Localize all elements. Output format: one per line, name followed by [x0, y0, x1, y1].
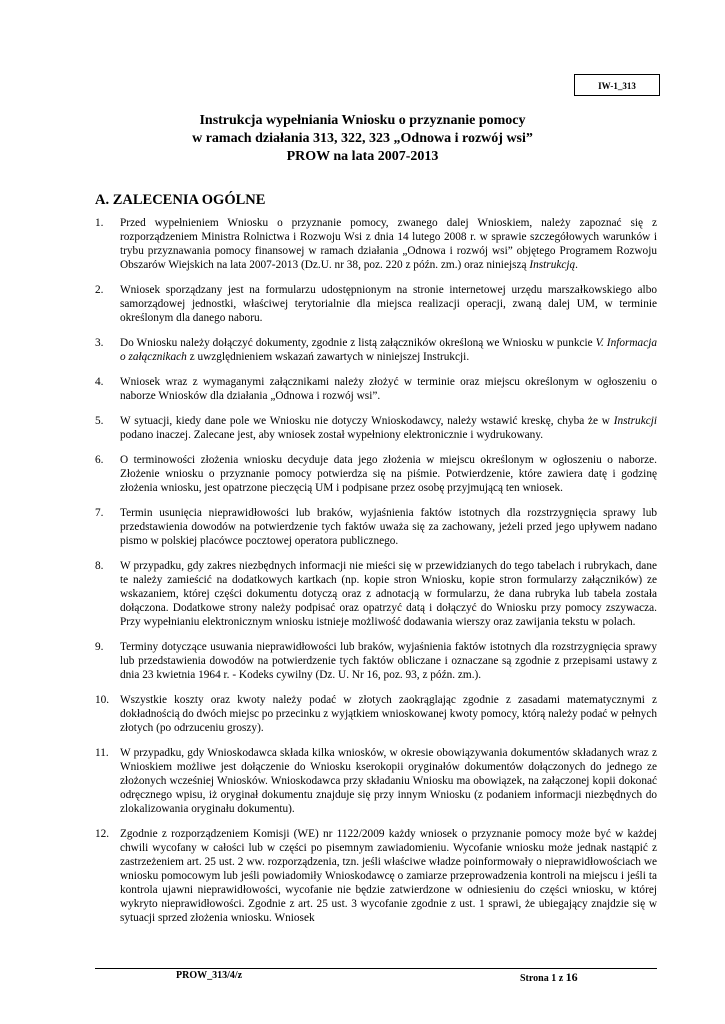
footer-divider — [95, 968, 657, 969]
list-item-text — [120, 747, 657, 815]
text-fragment: z uwzględnieniem wskazań zawartych w niniejszej Instrukcji. — [186, 351, 470, 363]
section-heading: A. ZALECENIA OGÓLNE — [95, 192, 266, 208]
text-fragment: Do Wniosku należy dołączyć dokumenty, zgodnie z listą załączników określoną we Wniosku w punkcie — [120, 337, 596, 349]
list-item-text — [120, 415, 657, 441]
footer-page-number — [520, 970, 578, 985]
italic-text: Instrukcją — [529, 259, 576, 271]
list-item-number: 12. — [95, 828, 110, 840]
list-item-text — [120, 694, 657, 734]
list-item — [95, 375, 657, 403]
list-item-number: 9. — [95, 641, 104, 653]
document-code-box: IW-1_313 — [574, 74, 660, 96]
list-item-text — [120, 641, 657, 681]
text-fragment: O terminowości złożenia wniosku decyduje data jego złożenia w miejscu określonym w ogłoszeniu o naborze. Złożenie wniosku o przyznanie pomocy potwierdza się na piśmie. Potwierdzenie, które zawiera datę i godzinę złożenia wniosku, jest opatrzone pieczęcią UM i podpisane przez osobę przyjmującą ten wniosek. — [120, 454, 657, 494]
italic-text: Instrukcji — [613, 415, 657, 427]
text-fragment: W przypadku, gdy Wnioskodawca składa kilka wniosków, w okresie obowiązywania dokumentów składanych wraz z Wnioskiem możliwe jest dołączenie do Wniosku kserokopii oryginałów dokumentów dołączonych do jednego ze złożonych wcześniej Wniosków. Wnioskodawca przy składaniu Wniosku ma obowiązek, na załączonej kopii dokonać odręcznego wpisu, iż oryginał dokumentu znajduje się przy innym Wniosku (z podaniem informacji niezbędnych do zlokalizowania oryginału dokumentu). — [120, 747, 657, 815]
list-item-text — [120, 337, 657, 363]
title-line-3: PROW na lata 2007-2013 — [286, 149, 439, 164]
list-item — [95, 283, 657, 325]
italic-text: V. Informacja o załącznikach — [120, 337, 658, 363]
list-item — [95, 453, 657, 495]
list-item-text — [120, 507, 657, 547]
text-fragment: Wniosek sporządzany jest na formularzu udostępnionym na stronie internetowej urzędu marszałkowskiego albo samorządowej jednostki, właściwej terytorialnie dla miejsca realizacji operacji, zwaną dalej UM, w terminie określonym dla danego naboru. — [120, 284, 657, 324]
list-item-number: 10. — [95, 694, 110, 706]
list-item-number: 2. — [95, 284, 104, 296]
page-total: 16 — [565, 970, 578, 984]
list-item-text — [120, 217, 657, 271]
list-item-number: 5. — [95, 415, 104, 427]
list-item — [95, 746, 657, 816]
list-item-text — [120, 376, 657, 402]
list-item-number: 1. — [95, 217, 104, 229]
list-item-number: 6. — [95, 454, 104, 466]
list-item-text — [120, 828, 657, 924]
list-item — [95, 559, 657, 629]
footer-doc-code: PROW_313/4/z — [176, 970, 243, 981]
document-title — [60, 112, 665, 166]
list-item — [95, 336, 657, 364]
text-fragment: Przed wypełnieniem Wniosku o przyznanie pomocy, zwanego dalej Wnioskiem, należy zapoznać się z rozporządzeniem Ministra Rolnictwa i Rozwoju Wsi z dnia 14 lutego 2008 r. w sprawie szczegółowych warunków i trybu przyznawania pomocy finansowej w ramach działania „Odnowa i rozwój wsi” objętego Programem Rozwoju Obszarów Wiejskich na lata 2007-2013 (Dz.U. nr 38, poz. 220 z późn. zm.) oraz niniejszą — [120, 217, 657, 271]
list-item — [95, 640, 657, 682]
list-item-number: 8. — [95, 560, 104, 572]
text-fragment: Wniosek wraz z wymaganymi załącznikami należy złożyć w terminie oraz miejscu określonym w ogłoszeniu o naborze Wniosków dla działania „Odnowa i rozwój wsi”. — [120, 376, 657, 402]
title-line-1: Instrukcja wypełniania Wniosku o przyznanie pomocy — [199, 113, 526, 128]
list-item — [95, 506, 657, 548]
text-fragment: Wszystkie koszty oraz kwoty należy podać w złotych zaokrąglając zgodnie z zasadami matematycznymi z dokładnością do dwóch miejsc po przecinku z wyjątkiem wnioskowanej kwoty pomocy, którą należy podać w pełnych złotych (po odrzuceniu groszy). — [120, 694, 657, 734]
list-item-number: 11. — [95, 747, 109, 759]
text-fragment: . — [575, 259, 578, 271]
text-fragment: W sytuacji, kiedy dane pole we Wniosku nie dotyczy Wnioskodawcy, należy wstawić kreskę, chyba że w — [120, 415, 614, 427]
text-fragment: Terminy dotyczące usuwania nieprawidłowości lub braków, wyjaśnienia faktów istotnych dla rozstrzygnięcia sprawy lub przedstawienia dowodów na potwierdzenie tych faktów obliczane i oznaczane są zgodnie z przepisami ustawy z dnia 23 kwietnia 1964 r. - Kodeks cywilny (Dz. U. Nr 16, poz. 93, z późn. zm.). — [120, 641, 657, 681]
list-item-text — [120, 284, 657, 324]
list-item-number: 3. — [95, 337, 104, 349]
list-item — [95, 827, 657, 925]
text-fragment: podano inaczej. Zalecane jest, aby wniosek został wypełniony elektronicznie i wydrukowany. — [120, 429, 544, 441]
list-item — [95, 693, 657, 735]
text-fragment: W przypadku, gdy zakres niezbędnych informacji nie mieści się w przewidzianych do tego tabelach i rubrykach, dane te należy zamieścić na dodatkowych kartkach (np. kopie stron Wniosku, kopie stron formularzy załączników) ze wskazaniem, której części dokumentu dotyczą oraz z adnotacją w formularzu, że dana rubryka lub tabela została dołączona. Dodatkowe strony należy podpisać oraz opatrzyć datą i dołączyć do Wniosku przy pomocy zszywacza. Przy wypełnianiu elektronicznym wniosku istnieje możliwość dodawania wierszy oraz zawijania tekstu w polach. — [120, 560, 657, 628]
list-item — [95, 216, 657, 272]
list-item-number: 7. — [95, 507, 104, 519]
title-line-2: w ramach działania 313, 322, 323 „Odnowa i rozwój wsi” — [192, 131, 533, 146]
list-item-text — [120, 560, 657, 628]
list-item-number: 4. — [95, 376, 104, 388]
text-fragment: Termin usunięcia nieprawidłowości lub braków, wyjaśnienia faktów istotnych dla rozstrzygnięcia sprawy lub przedstawienia dowodów na potwierdzenie tych faktów uważa się za zachowany, jeżeli przed jego upływem nadano pismo w polskiej placówce pocztowej operatora publicznego. — [120, 507, 657, 547]
text-fragment: Zgodnie z rozporządzeniem Komisji (WE) nr 1122/2009 każdy wniosek o przyznanie pomocy może być w każdej chwili wycofany w całości lub w części po pisemnym zawiadomieniu. Wycofanie wniosku może jednak nastąpić z zastrzeżeniem art. 25 ust. 2 ww. rozporządzenia, tzn. jeśli właściwe władze poinformowały o nieprawidłowościach we wniosku pomocowym lub jeśli powiadomiły Wnioskodawcę o zamiarze przeprowadzenia kontroli na miejscu i jeśli ta kontrola ujawni nieprawidłowości, wycofanie nie będzie zatwierdzone w odniesieniu do części wniosku, w której wykryto nieprawidłowości. Zgodnie z art. 25 ust. 3 wycofanie zgodnie z ust. 1 sprawi, że ubiegający znajdzie się w sytuacji sprzed złożenia wniosku. Wniosek — [120, 828, 657, 924]
page-prefix: Strona 1 z — [520, 973, 566, 984]
list-item — [95, 414, 657, 442]
instructions-list — [95, 216, 657, 936]
list-item-text — [120, 454, 657, 494]
